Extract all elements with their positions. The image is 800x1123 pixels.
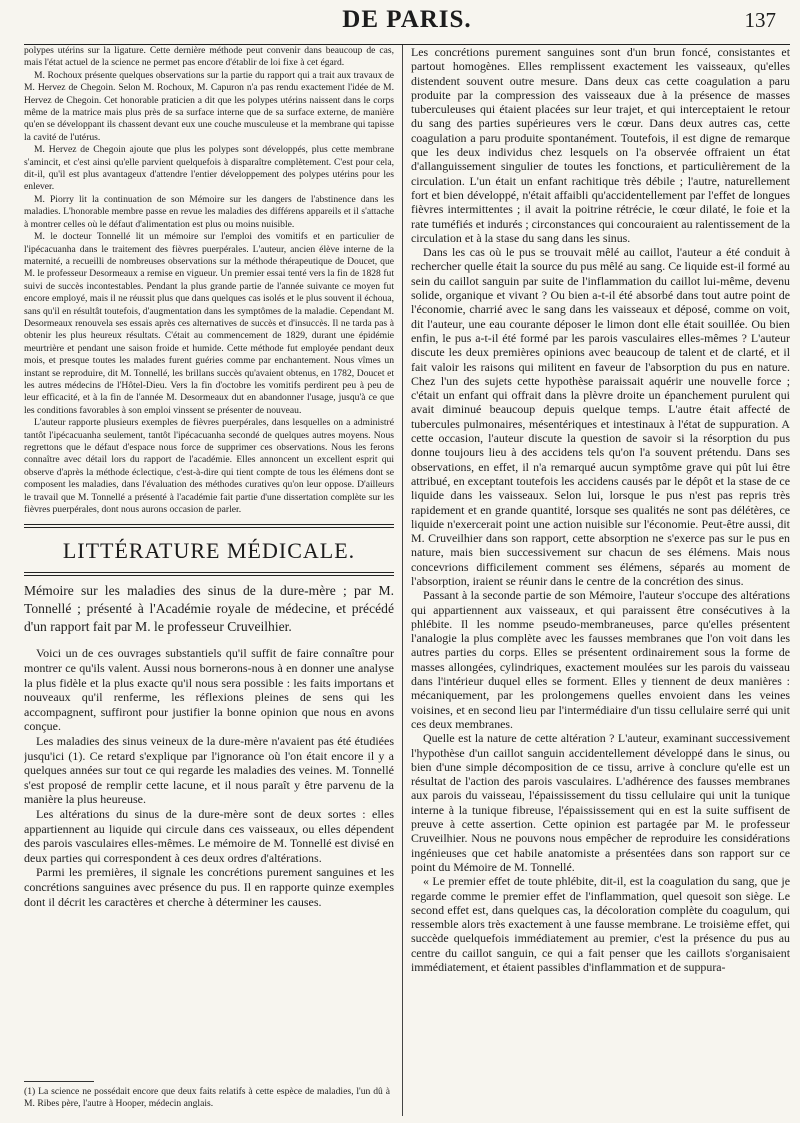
left-column <box>24 45 394 1116</box>
paragraph: Les maladies des sinus veineux de la dure-mère n'avaient pas été étudiées jusqu'ici (1). Ce retard s'explique par l'ignorance où l'on était encore il y a quelques années sur tout ce qui regarde les maladies des veines. M. Tonnellé s'est proposé de remplir cette lacune, et il nous paraît y être parvenu de la manière la plus heureuse. <box>24 734 394 807</box>
page-number: 137 <box>744 8 776 32</box>
paragraph: Parmi les premières, il signale les concrétions purement sanguines et les concrétions sanguines avec présence du pus. Il en rapporte quinze exemples dont il décrit les caractères et cherche à déterminer les causes. <box>24 865 394 909</box>
footnote: (1) La science ne possédait encore que deux faits relatifs à cette espèce de maladies, l'un dû à M. Ribes père, l'autre à Hooper, médecin anglais. <box>24 1086 390 1109</box>
paragraph: M. Piorry lit la continuation de son Mémoire sur les dangers de l'abstinence dans les maladies. L'honorable membre passe en revue les maladies des différens appareils et il s'attache à montrer celles où le défaut d'alimentation est plus ou moins nuisible. <box>24 193 394 230</box>
paragraph: « Le premier effet de toute phlébite, dit-il, est la coagulation du sang, que je regarde comme le premier effet de l'inflammation, quel quesoit son siège. Le second effet est, dans quelques cas, la décoloration complète du coagulum, qui ressemble alors très exactement à une fausse membrane. Le troisième effet, qui succède quelquefois immédiatement au premier, c'est la présence du pus au centre du caillot sanguin, ce qui a fait penser que les caillots s'organisaient immédiatement, et étaient passibles d'inflammation et de suppura- <box>411 874 790 974</box>
right-column <box>402 45 790 1116</box>
paragraph: Voici un de ces ouvrages substantiels qu'il suffit de faire connaître pour montrer ce qu'ils valent. Aussi nous bornerons-nous à en donner une analyse la plus fidèle et la plus exacte qu'il nous sera possible : les faits importans et nouveaux qu'il renferme, les réflexions pleines de sens qui les accompagnent, suffiront pour justifier la bonne opinion que nous en avons conçue. <box>24 646 394 734</box>
paragraph: M. Rochoux présente quelques observations sur la partie du rapport qui a trait aux travaux de M. Hervez de Chegoin. Selon M. Rochoux, M. Capuron n'a pas rendu exactement l'idée de M. Hervez de Chegoin. Cet honorable praticien a dit que les polypes utérins naissent dans le corps même de la matrice mais plus près de sa surface interne que de sa surface externe, de manière qu'en se développant ils chassent devant eux une couche musculeuse et la membrane qui tapisse la cavité de l'utérus. <box>24 69 394 143</box>
article-title: Mémoire sur les maladies des sinus de la dure-mère ; par M. Tonnellé ; présenté à l'Académie royale de médecine, et précédé d'un rapport fait par M. le professeur Cruveilhier. <box>24 583 394 635</box>
paragraph: Quelle est la nature de cette altération ? L'auteur, examinant successivement l'hypothèse d'un caillot sanguin accidentellement développé dans le sinus, ou bien d'une simple décomposition de ce tissu, arrive à conclure qu'elle est un résultat de l'action des parois vasculaires. L'adhérence des fausses membranes aux parois du vaisseau, l'épaississement du tissu cellulaire qui unit la tunique interne à la tunique fibreuse, l'épaississement qui en est la suite suffisent de preuve à cette assertion. Cette opinion est partagée par M. le professeur Cruveilhier. Nous ne pouvons nous empêcher de reproduire les considérations ingénieuses que cet habile anatomiste a présentées dans son rapport sur ce point du Mémoire de M. Tonnellé. <box>411 731 790 874</box>
section-divider <box>24 524 394 528</box>
paragraph: Les altérations du sinus de la dure-mère sont de deux sortes : elles appartiennent au liquide qui circule dans ces vaisseaux, ou elles dépendent des parois vasculaires elles-mêmes. Le mémoire de M. Tonnellé est divisé en deux parties qui correspondent à ces deux ordres d'altérations. <box>24 806 394 865</box>
paragraph: Dans les cas où le pus se trouvait mêlé au caillot, l'auteur a été conduit à rechercher quelle était la source du pus mêlé au sang. Ce liquide est-il formé au sein du caillot sanguin par suite de l'inflammation du caillot lui-même, devenu solide, organique et vivant ? Ou bien a-t-il été absorbé dans tout autre point de l'économie, charrié avec le sang dans les vaisseaux et déposé, comme on voit, dit l'auteur, une eau courante déposer le limon dont elle était souillée. Ou bien enfin, le pus a-t-il été formé par les parois vasculaires elles-mêmes ? L'auteur discute les deux premières opinions avec beaucoup de talent et de clarté, et il fait valoir les raisons qui militent en faveur de l'absorption du pus en nature. Chez l'un des sujets cette hypothèse paraissait aquérir une nouvelle force ; c'était un enfant qui offrait dans la plèvre droite un épanchement purulent qui avait diminué beaucoup depuis quelque temps. L'autre était affecté de tubercules pulmonaires, mésentériques et intestinaux à l'état de suppuration. A cette occasion, l'auteur discute la question de savoir si la résorption du pus donne toujours lieu à des accidens tels qu'on l'a souvent prétendu. Dans ses observations, en effet, il n'a remarqué aucun symptôme grave qui pût lui être attribué, en exceptant toutefois les accidens causés par le dépôt et la stase de ce liquide dans les vaisseaux. Selon lui, lorsque le pus n'est pas repris très rapidement et en grande quantité, lorsque ses qualités ne sont pas délétères, ce liquide n'exercerait point une action nuisible sur l'économie. Peut-être aussi, dit M. Cruveilhier dans son rapport, cette absorption ne s'exerce pas sur le pus en nature, mais bien successivement sur chacun de ses élémens. Mais nous concevrions difficilement comment ses élémens, séparés au moment de l'absorption, iraient se réunir dans le centre de la concrétion des sinus. <box>411 245 790 588</box>
paragraph: M. le docteur Tonnellé lit un mémoire sur l'emploi des vomitifs et en particulier de l'ipécacuanha dans le traitement des fièvres puerpérales. L'auteur, ancien élève interne de la maternité, a recueilli de nombreuses observations sur la méthode thérapeutique de Doucet, que M. le professeur Desormeaux a remise en vigueur. Un premier essai tenté vers la fin de 1828 fut suivi de succès incontestables. Pendant la plus grande partie de l'année suivante ce moyen fut encore employé, mais il ne réussit plus que dans quelques cas isolés et le plus souvent il échoua, sans qu'il en résultât toutefois, d'augmentation dans les symptômes de la maladie. Cependant M. Desormeaux renouvela ses essais après ces alternatives de succès et d'insuccès. Il ne tarda pas à obtenir les plus heureux résultats. C'était au commencement de 1829, durant une épidémie meurtrière et pendant une saison froide et humide. Cette méthode fut employée pendant deux mois, et presque toutes les malades furent guéries comme par enchantement. Nous vîmes un instant se reproduire, dit M. Tonnellé, les brillans succès qu'avaient obtenus, en 1782, Doucet et les autres médecins de l'Hôtel-Dieu. Vers la fin d'octobre les vomitifs perdirent peu à peu de leur efficacité, et à la fin de l'année M. Desormeaux dut en abandonner l'usage, jusqu'à ce que les conditions favorables à son emploi vinssent se présenter de nouveau. <box>24 231 394 416</box>
academy-report <box>24 45 394 516</box>
section-title: LITTÉRATURE MÉDICALE. <box>62 538 356 564</box>
page-header <box>24 0 790 45</box>
paragraph: M. Hervez de Chegoin ajoute que plus les polypes sont développés, plus cette membrane s'amincit, et c'est ainsi qu'elle parvient quelquefois à disparaître complètement. C'est pour cela, dit-il, qu'il est plus avantageux d'attendre l'entier développement des polypes utérins pour les enlever. <box>24 144 394 193</box>
paragraph: L'auteur rapporte plusieurs exemples de fièvres puerpérales, dans lesquelles on a administré tantôt l'ipécacuanha seulement, tantôt l'ipécacuanha secondé de quelques autres moyens. Nous regrettons que le défaut d'espace nous force de supprimer ces observations. Nous les ferons connaître avec détail lors du rapport de l'académie. Elles annoncent un excellent esprit qui observe d'après la méthode éclectique, c'est-à-dire qui tient compte de tous les élémens dont se composent les maladies, dans l'évaluation des méthodes curatives qu'on leur oppose. D'ailleurs le travail que M. Tonnellé a présenté à l'académie fait partie d'une dissertation complète sur les fièvres puerpérales, dont nous aurons occasion de parler. <box>24 417 394 516</box>
running-title: DE PARIS. <box>342 6 472 33</box>
footnote-separator <box>24 1081 94 1082</box>
paragraph: Passant à la seconde partie de son Mémoire, l'auteur s'occupe des altérations qui appartiennent aux vaisseaux, et qui paraissent être consécutives à la phlébite. Il les nomme pseudo-membraneuses, parce qu'elles présentent l'analogie la plus complète avec les fausses membranes que l'on voit dans les autres parties du corps. Elles se présentent ordinairement sous la forme de masses allongées, cylindriques, exactement moulées sur les parois du vaisseau dans l'intérieur duquel elles se forment. Elles y tiennent de deux manières : mécaniquement, par les prolongemens quelles envoient dans les veines voisines, et en second lieu par l'intermédiaire d'un tissu cellulaire serré qui unit ces deux membranes. <box>411 588 790 731</box>
paragraph: Les concrétions purement sanguines sont d'un brun foncé, consistantes et partout homogènes. Elles remplissent exactement les vaisseaux, qu'elles distendent souvent outre mesure. Dans deux cas cette coagulation a paru produite par la compression des vaisseaux due à la présence de masses tuberculeuses qui étaient placées sur leur trajet, et qui interceptaient le retour du sang des parties supérieures vers le cœur. Dans deux autres cas, cette coagulation a paru produite spontanément. Toutefois, il est digne de remarque que les deux individus chez lesquels on l'a observée offraient un état d'allanguissement singulier de toutes les fonctions, et particulièrement de la circulation. L'un était un enfant rachitique très débile ; l'autre, naturellement fort et bien développé, n'était affaibli qu'accidentellement par l'effet de longues fièvres intermittentes ; il avait la poitrine rétrécie, le cœur dilaté, le foie et la rate tuméfiés et indurés ; circonstances qui concouraient au ralentissement de la circulation et à la stase du sang dans les sinus. <box>411 45 790 245</box>
article-body <box>24 646 394 909</box>
section-divider <box>24 572 394 576</box>
paragraph: polypes utérins sur la ligature. Cette dernière méthode peut convenir dans beaucoup de cas, mais l'état actuel de la science ne permet pas encore d'établir de loi fixe à cet égard. <box>24 45 394 69</box>
footnote-area <box>24 1071 390 1110</box>
